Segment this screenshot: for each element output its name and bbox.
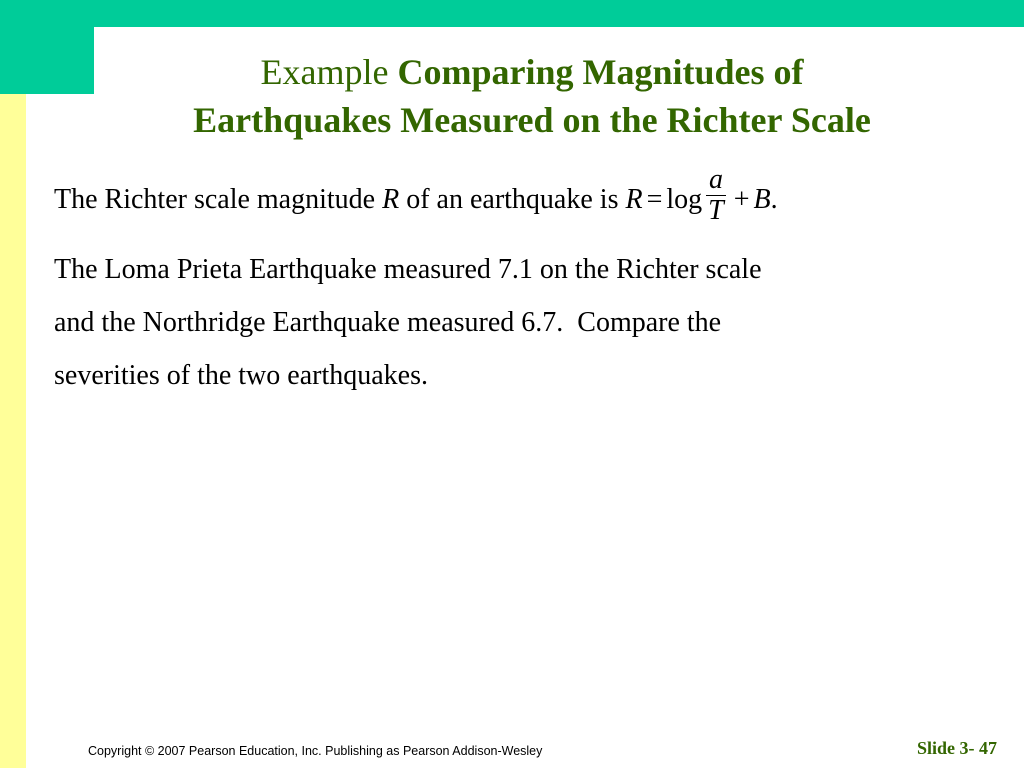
formula-equals: = (646, 183, 663, 215)
formula-numerator: a (706, 165, 726, 196)
top-accent-bar (0, 0, 1024, 27)
formula-var-r2: R (625, 183, 643, 215)
formula-var-b: B (753, 183, 771, 215)
formula-text-before: The Richter scale magnitude (54, 183, 376, 215)
title-bold-line2: Earthquakes Measured on the Richter Scale (193, 100, 871, 140)
paragraph-line1: The Loma Prieta Earthquake measured 7.1 on the Richter scale (54, 254, 762, 285)
title-bold-line1: Comparing Magnitudes of (397, 52, 804, 92)
side-accent-bar (0, 94, 26, 768)
corner-accent-square (0, 0, 94, 94)
problem-paragraph (54, 243, 954, 402)
formula-text-middle: of an earthquake is (406, 183, 619, 215)
paragraph-line2: and the Northridge Earthquake measured 6.7. Compare the (54, 307, 722, 338)
formula-period: . (770, 183, 778, 215)
formula-plus: + (733, 183, 750, 215)
slide-title (120, 48, 944, 144)
footer-slide-number: Slide 3- 47 (916, 738, 997, 758)
paragraph-line3: severities of the two earthquakes. (54, 360, 428, 391)
footer-copyright: Copyright © 2007 Pearson Education, Inc. Publishing as Pearson Addison-Wesley (88, 744, 543, 758)
formula-fraction (706, 165, 726, 226)
formula-denominator: T (708, 195, 724, 226)
title-prefix: Example (260, 52, 389, 92)
formula-var-r: R (382, 183, 400, 215)
formula-line (54, 164, 778, 232)
formula-log: log (666, 183, 703, 215)
